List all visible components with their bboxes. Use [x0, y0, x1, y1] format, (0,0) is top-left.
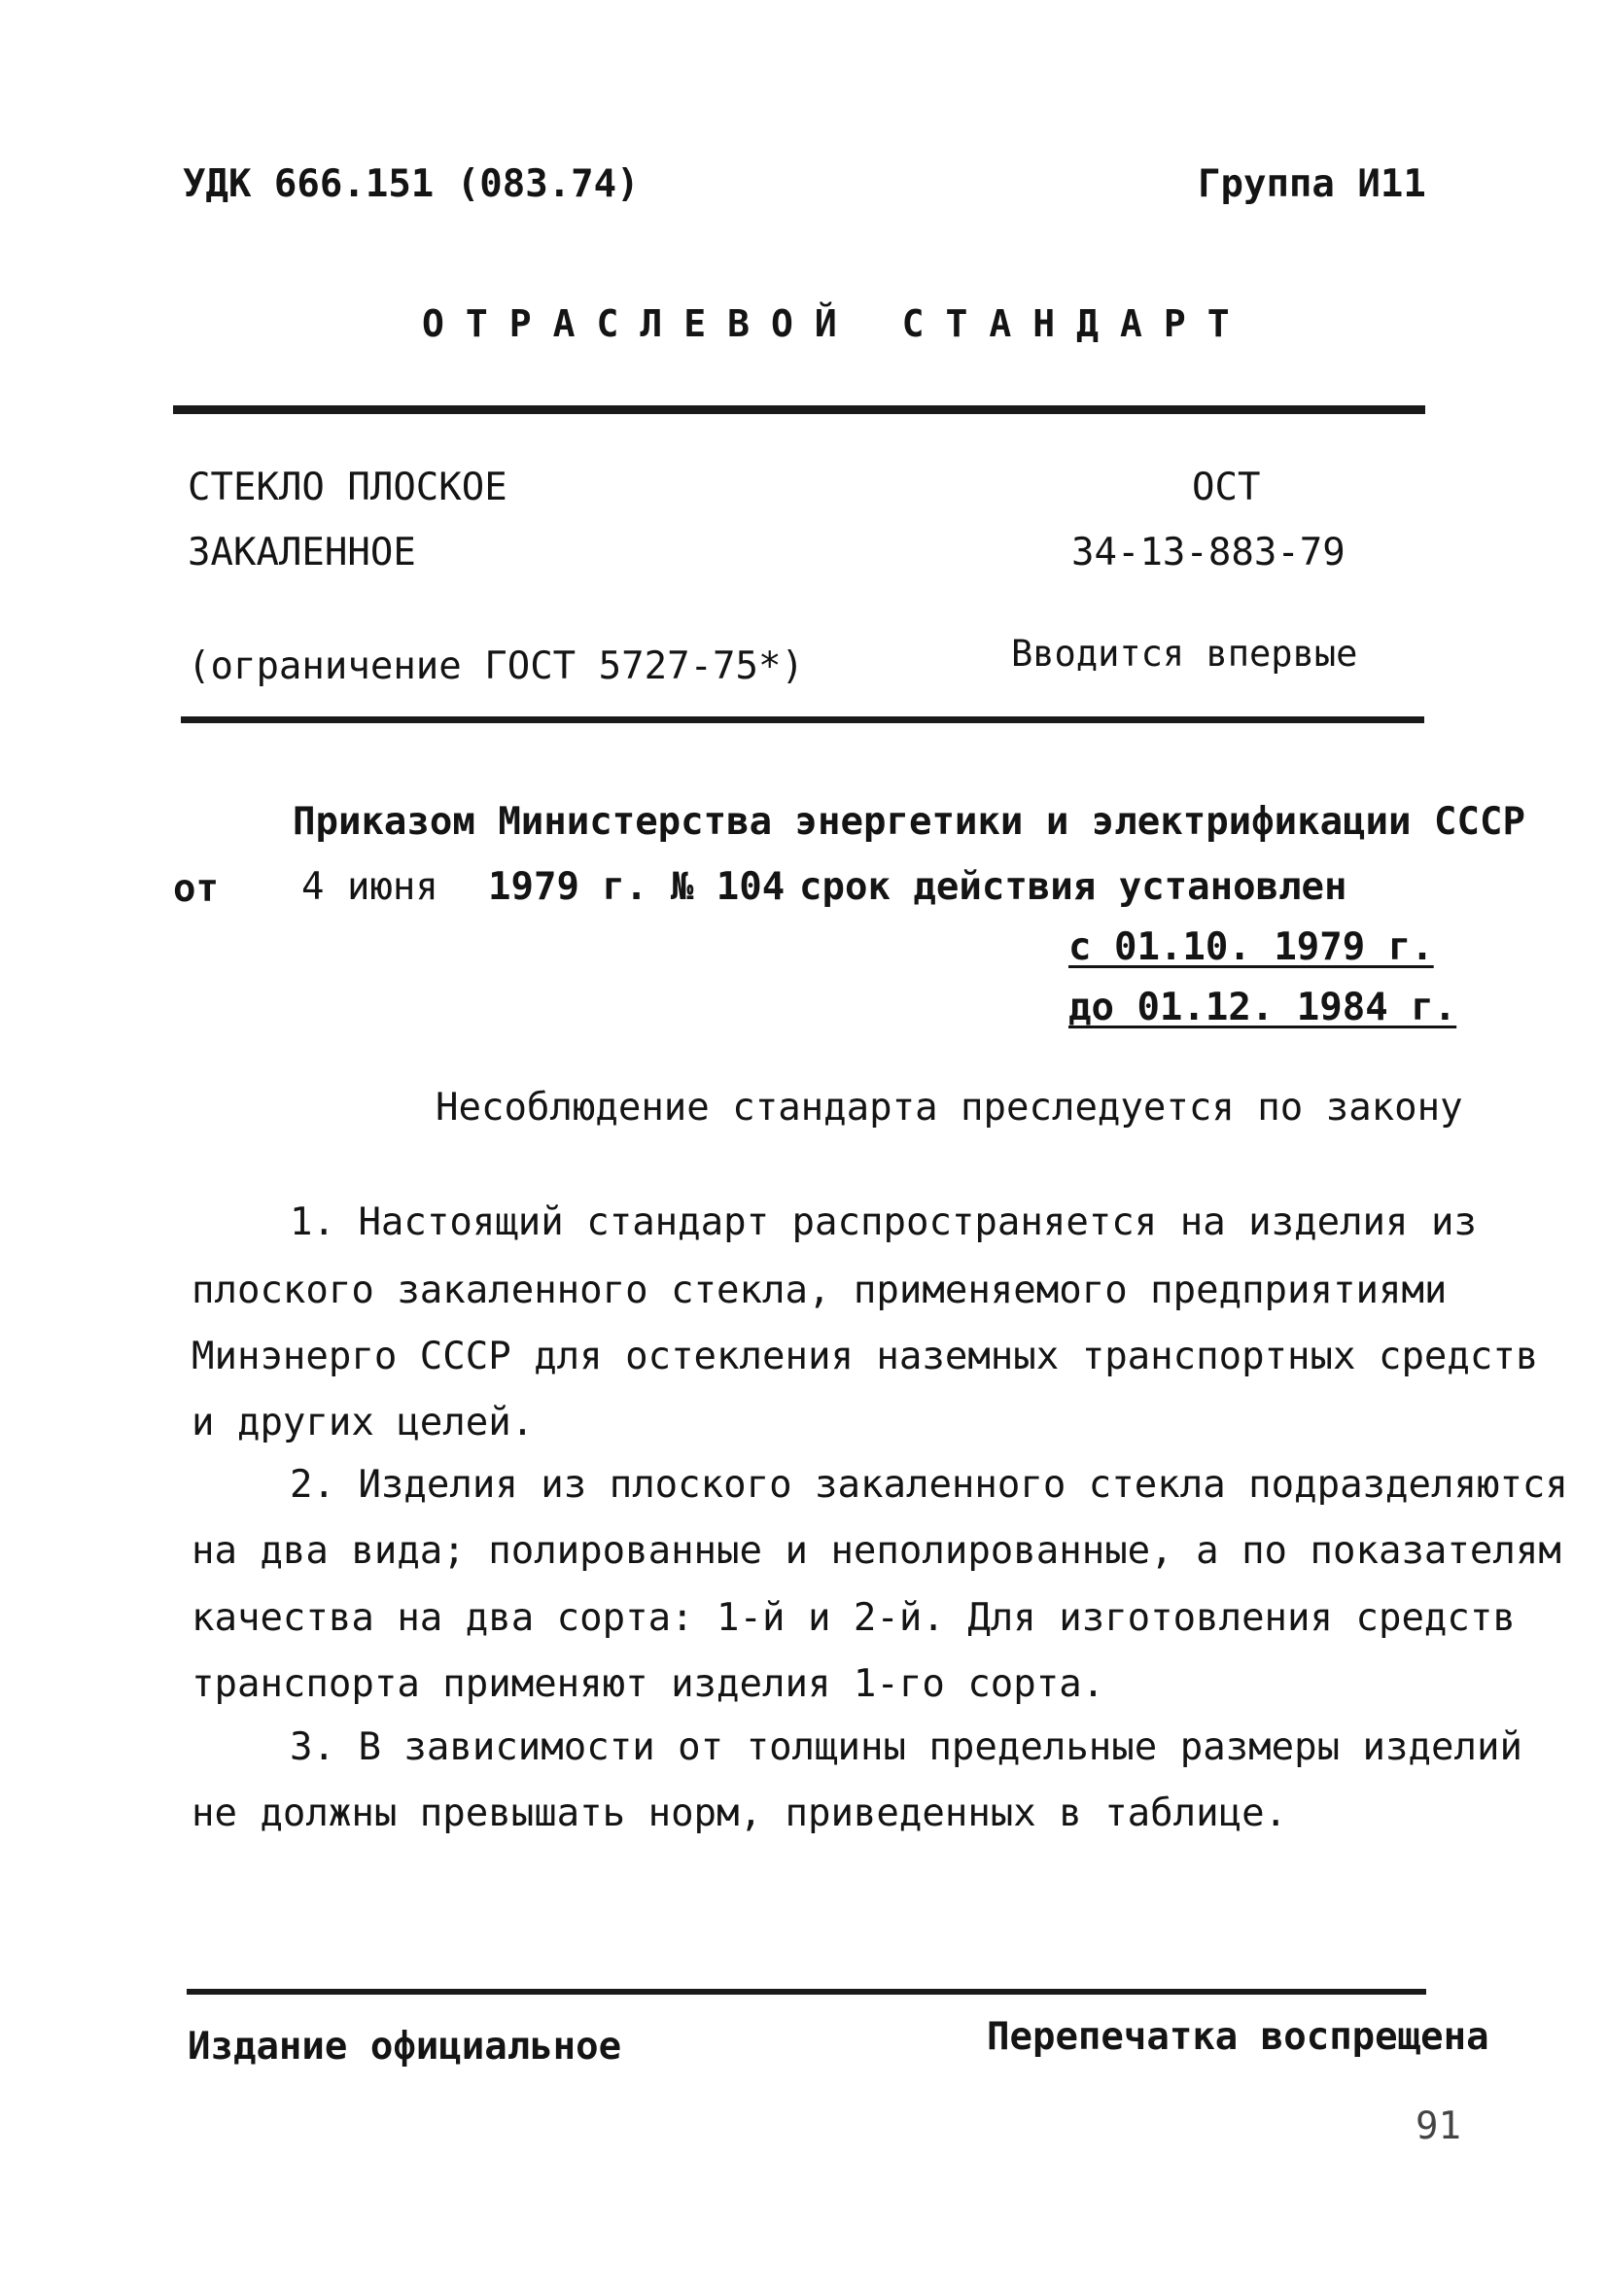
validity-from: с 01.10. 1979 г. [1068, 925, 1434, 969]
p2-line2: на два вида; полированные и неполированные, а по показателям [192, 1529, 1561, 1573]
p2-line1: 2. Изделия из плоского закаленного стекла подразделяются [290, 1463, 1568, 1507]
order-line: Приказом Министерства энергетики и электрификации СССР [293, 800, 1525, 844]
order-ot: от [173, 867, 219, 911]
p3-line1: 3. В зависимости от толщины предельные размеры изделий [290, 1725, 1522, 1769]
p2-line3: качества на два сорта: 1-й и 2-й. Для изготовления средств [192, 1596, 1516, 1640]
page-number: 91 [1416, 2105, 1461, 2148]
title-rule [173, 405, 1425, 414]
p2-line4: транспорта применяют изделия 1-го сорта. [192, 1662, 1105, 1706]
p1-line3: Минэнерго СССР для остекления наземных транспортных средств [192, 1335, 1539, 1378]
footer-rule [187, 1989, 1426, 1995]
restriction-note: (ограничение ГОСТ 5727-75*) [188, 644, 804, 688]
order-date: 4 июня [301, 865, 438, 909]
designation-rule [181, 716, 1424, 723]
order-validity: срок действия установлен [799, 865, 1347, 909]
p1-line4: и других целей. [192, 1401, 535, 1444]
ost-number: 34-13-883-79 [1071, 531, 1346, 574]
official-edition: Издание официальное [188, 2025, 622, 2069]
group-code: Группа И11 [1198, 162, 1426, 206]
p1-line1: 1. Настоящий стандарт распространяется на изделия из [290, 1200, 1477, 1244]
udk-code: УДК 666.151 (083.74) [183, 162, 640, 206]
document-title: ОТРАСЛЕВОЙ СТАНДАРТ [422, 302, 1251, 345]
status-note: Вводится впервые [1011, 633, 1358, 675]
legal-notice: Несоблюдение стандарта преследуется по закону [436, 1086, 1463, 1130]
p3-line2: не должны превышать норм, приведенных в таблице. [192, 1792, 1288, 1835]
reprint-prohibited: Перепечатка воспрещена [987, 2015, 1489, 2059]
product-name-line1: СТЕКЛО ПЛОСКОЕ [188, 466, 507, 509]
product-name-line2: ЗАКАЛЕННОЕ [188, 531, 416, 574]
validity-to: до 01.12. 1984 г. [1068, 986, 1457, 1029]
order-year-number: 1979 г. № 104 [488, 865, 786, 909]
p1-line2: плоского закаленного стекла, применяемого предприятиями [192, 1269, 1448, 1312]
ost-label: ОСТ [1192, 466, 1261, 509]
